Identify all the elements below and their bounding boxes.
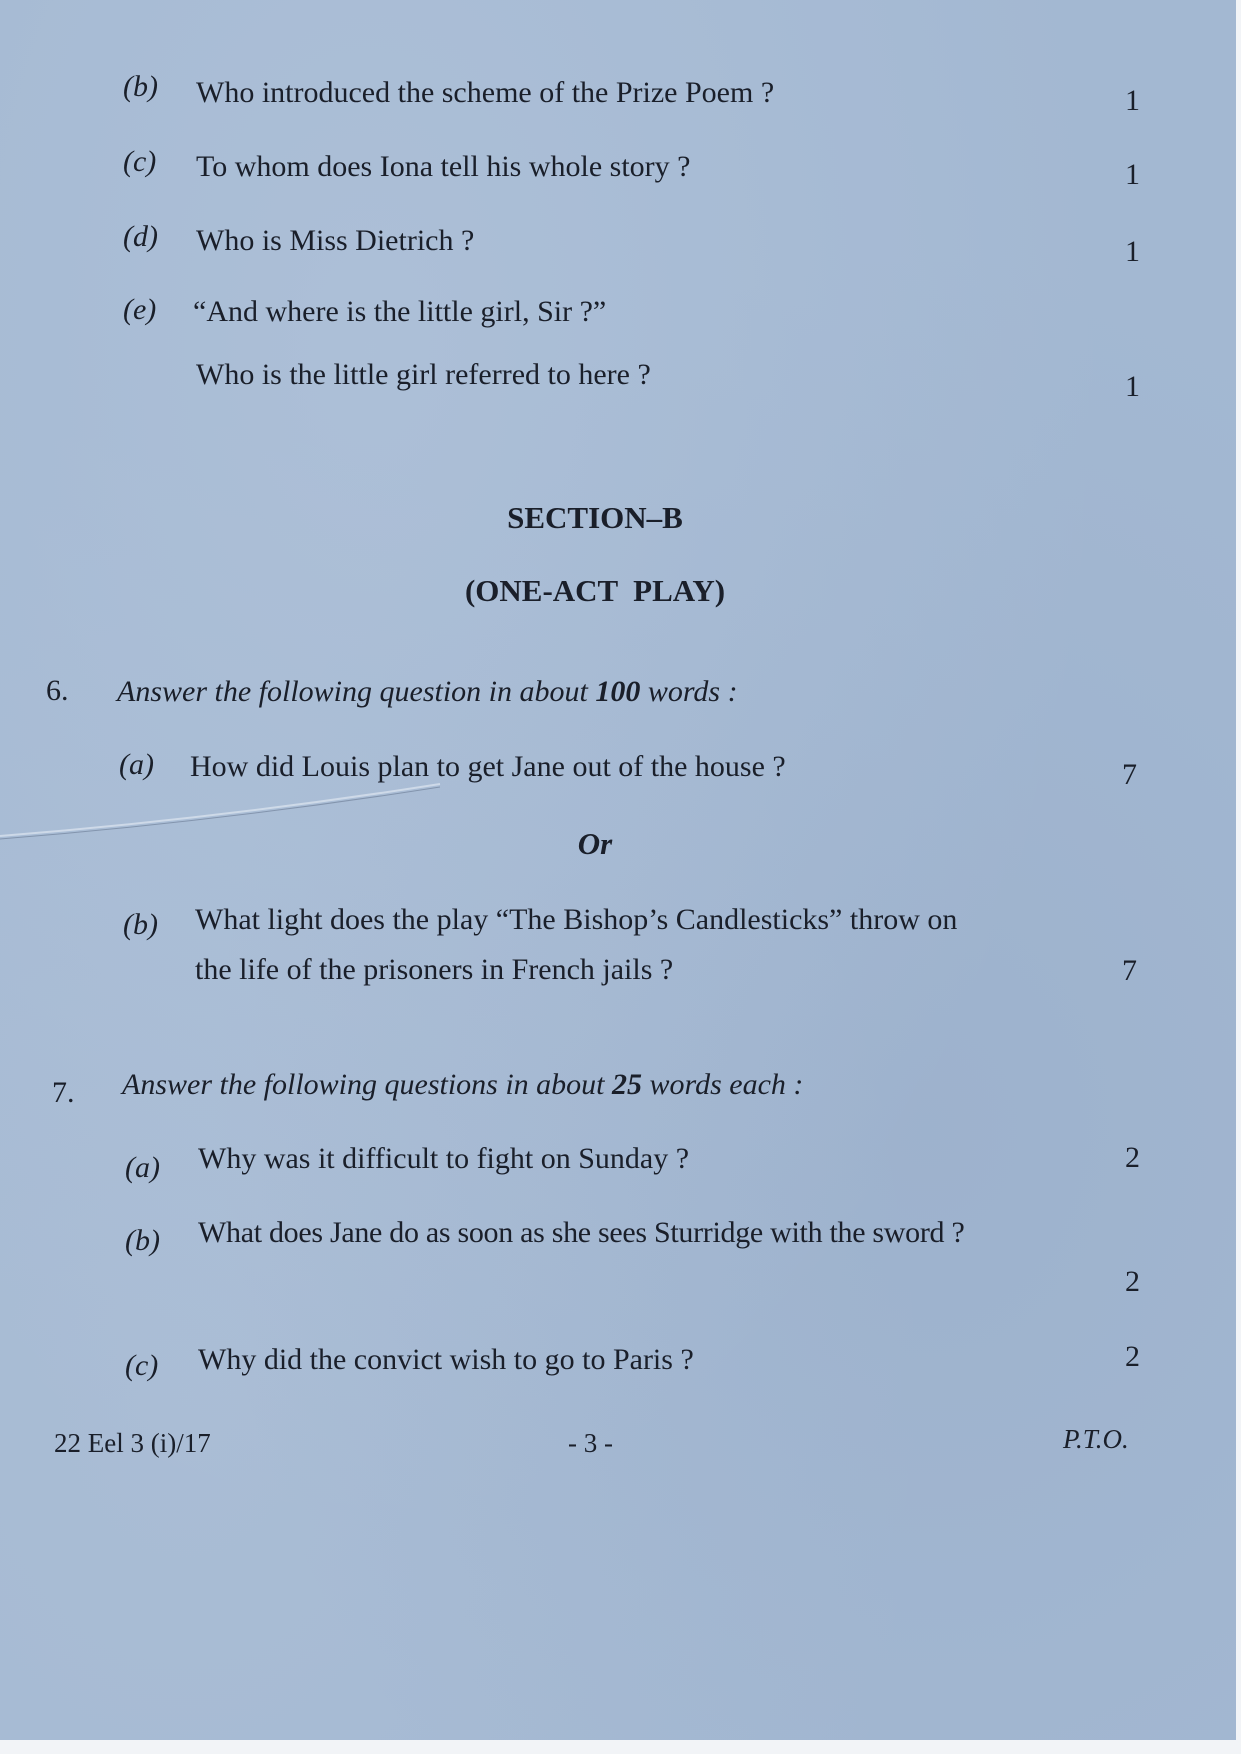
marks-5d: 1 — [1125, 235, 1140, 268]
question-7-instruction-pre: Answer the following questions in about — [122, 1068, 613, 1101]
label-b: (b) — [123, 70, 158, 103]
question-5e-quote: “And where is the little girl, Sir ?” — [193, 295, 607, 328]
marks-5b: 1 — [1125, 84, 1140, 117]
section-b-title: SECTION–B — [507, 500, 683, 535]
question-7b-text: What does Jane do as soon as she sees Sturridge with the sword ? — [198, 1216, 965, 1249]
question-7a-text: Why was it difficult to fight on Sunday ? — [198, 1142, 690, 1175]
label-6b: (b) — [123, 908, 158, 941]
question-7-number: 7. — [52, 1076, 75, 1109]
paper-code: 22 Eel 3 (i)/17 — [54, 1428, 211, 1458]
label-e: (e) — [123, 293, 157, 326]
marks-6a: 7 — [1122, 758, 1137, 791]
label-d: (d) — [123, 220, 158, 253]
label-c: (c) — [123, 145, 157, 178]
question-7-word-count: 25 — [612, 1068, 643, 1101]
section-b-subtitle: (ONE-ACT PLAY) — [464, 573, 726, 608]
or-separator: Or — [577, 826, 613, 861]
question-5c-text: To whom does Iona tell his whole story ? — [196, 150, 691, 183]
label-7b: (b) — [125, 1224, 160, 1257]
marks-6b: 7 — [1122, 954, 1137, 987]
marks-7c: 2 — [1125, 1340, 1140, 1373]
label-6a: (a) — [119, 748, 154, 781]
marks-5e: 1 — [1125, 370, 1140, 403]
label-7c: (c) — [125, 1349, 159, 1382]
question-7-instruction-post: words each : — [642, 1068, 804, 1101]
question-6-instruction-pre: Answer the following question in about — [117, 675, 596, 708]
question-6-number: 6. — [46, 674, 69, 707]
question-6-instruction-post: words : — [640, 675, 738, 708]
marks-5c: 1 — [1125, 158, 1140, 191]
marks-7a: 2 — [1125, 1141, 1140, 1174]
question-6b-line1: What light does the play “The Bishop’s Candlesticks” throw on — [195, 903, 958, 936]
marks-7b: 2 — [1125, 1265, 1140, 1298]
page-number: - 3 - — [568, 1428, 613, 1458]
question-5e-text: Who is the little girl referred to here ? — [196, 358, 651, 391]
question-5d-text: Who is Miss Dietrich ? — [196, 224, 475, 257]
question-5b-text: Who introduced the scheme of the Prize Poem ? — [196, 76, 775, 109]
label-7a: (a) — [125, 1151, 160, 1184]
question-6-word-count: 100 — [595, 675, 641, 708]
question-6b-line2: the life of the prisoners in French jails ? — [195, 953, 674, 986]
pto-note: P.T.O. — [1063, 1424, 1129, 1454]
question-6a-text: How did Louis plan to get Jane out of the house ? — [190, 750, 786, 783]
question-7c-text: Why did the convict wish to go to Paris ? — [198, 1343, 694, 1376]
